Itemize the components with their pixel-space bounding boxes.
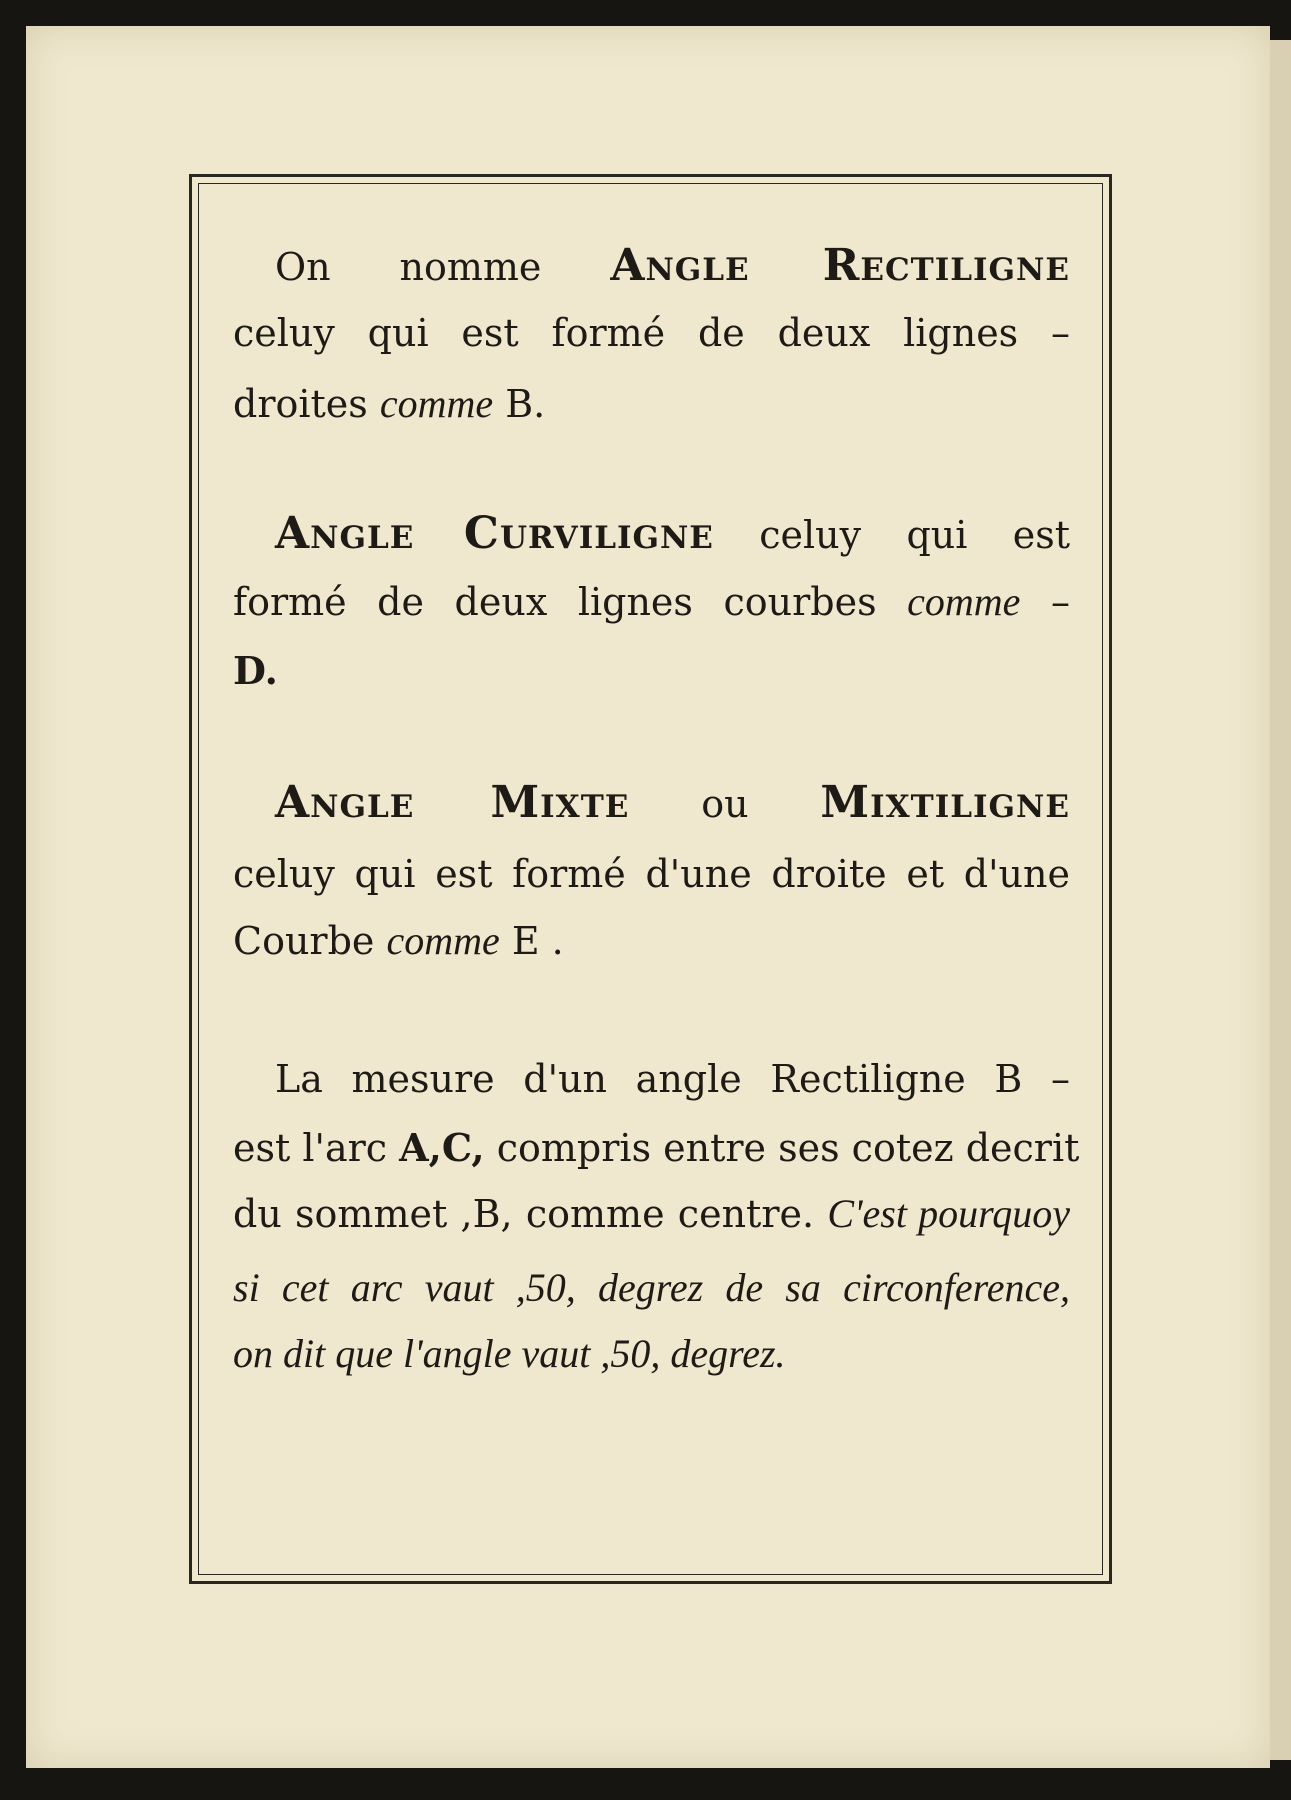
text-segment: formé de deux lignes courbes	[233, 580, 908, 624]
text-segment: comme	[386, 918, 500, 963]
text-line	[233, 844, 1070, 904]
text-line	[275, 773, 1070, 833]
text-line	[233, 303, 1070, 363]
text-line	[233, 1324, 786, 1384]
text-segment: On nomme	[275, 245, 611, 289]
text-segment: droites	[233, 382, 380, 426]
text-line	[275, 1049, 1070, 1109]
text-segment: celuy qui est formé de deux lignes –	[233, 311, 1070, 355]
text-line	[233, 374, 545, 434]
text-line	[233, 911, 564, 971]
text-line	[275, 504, 1070, 564]
text-segment: ou	[629, 782, 821, 826]
text-segment: celuy qui est	[713, 513, 1070, 557]
text-segment: est l'arc	[233, 1126, 400, 1170]
text-line	[233, 572, 1070, 632]
text-segment: La mesure d'un angle Rectiligne B –	[275, 1057, 1070, 1101]
text-segment: C'est pourquoy	[827, 1191, 1070, 1236]
page-edge	[1270, 40, 1291, 1760]
text-line	[233, 1184, 1070, 1244]
text-segment: E .	[499, 919, 564, 963]
text-segment: si cet arc vaut ,50, degrez de sa circonference,	[233, 1265, 1070, 1310]
text-segment: on dit que l'angle vaut ,50, degrez.	[233, 1331, 786, 1376]
text-segment: D.	[233, 648, 278, 693]
text-line	[233, 641, 278, 701]
text-segment: Angle Curviligne	[275, 508, 714, 559]
text-line	[233, 1258, 1070, 1318]
text-segment: du sommet ,B, comme centre.	[233, 1192, 828, 1236]
text-segment: Courbe	[233, 919, 387, 963]
text-segment: celuy qui est formé d'une droite et d'une	[233, 852, 1070, 896]
text-segment: Angle Mixte	[275, 777, 630, 828]
text-segment: Angle Rectiligne	[610, 240, 1070, 291]
text-line	[275, 236, 1070, 296]
text-segment: B.	[493, 382, 546, 426]
text-segment: Mixtiligne	[820, 777, 1070, 828]
text-segment: A,C,	[399, 1125, 485, 1170]
text-segment: –	[1020, 580, 1070, 624]
text-segment: compris entre ses cotez decrit	[484, 1126, 1080, 1170]
text-segment: comme	[379, 381, 494, 426]
text-segment: comme	[907, 579, 1021, 624]
text-line	[233, 1118, 1080, 1178]
